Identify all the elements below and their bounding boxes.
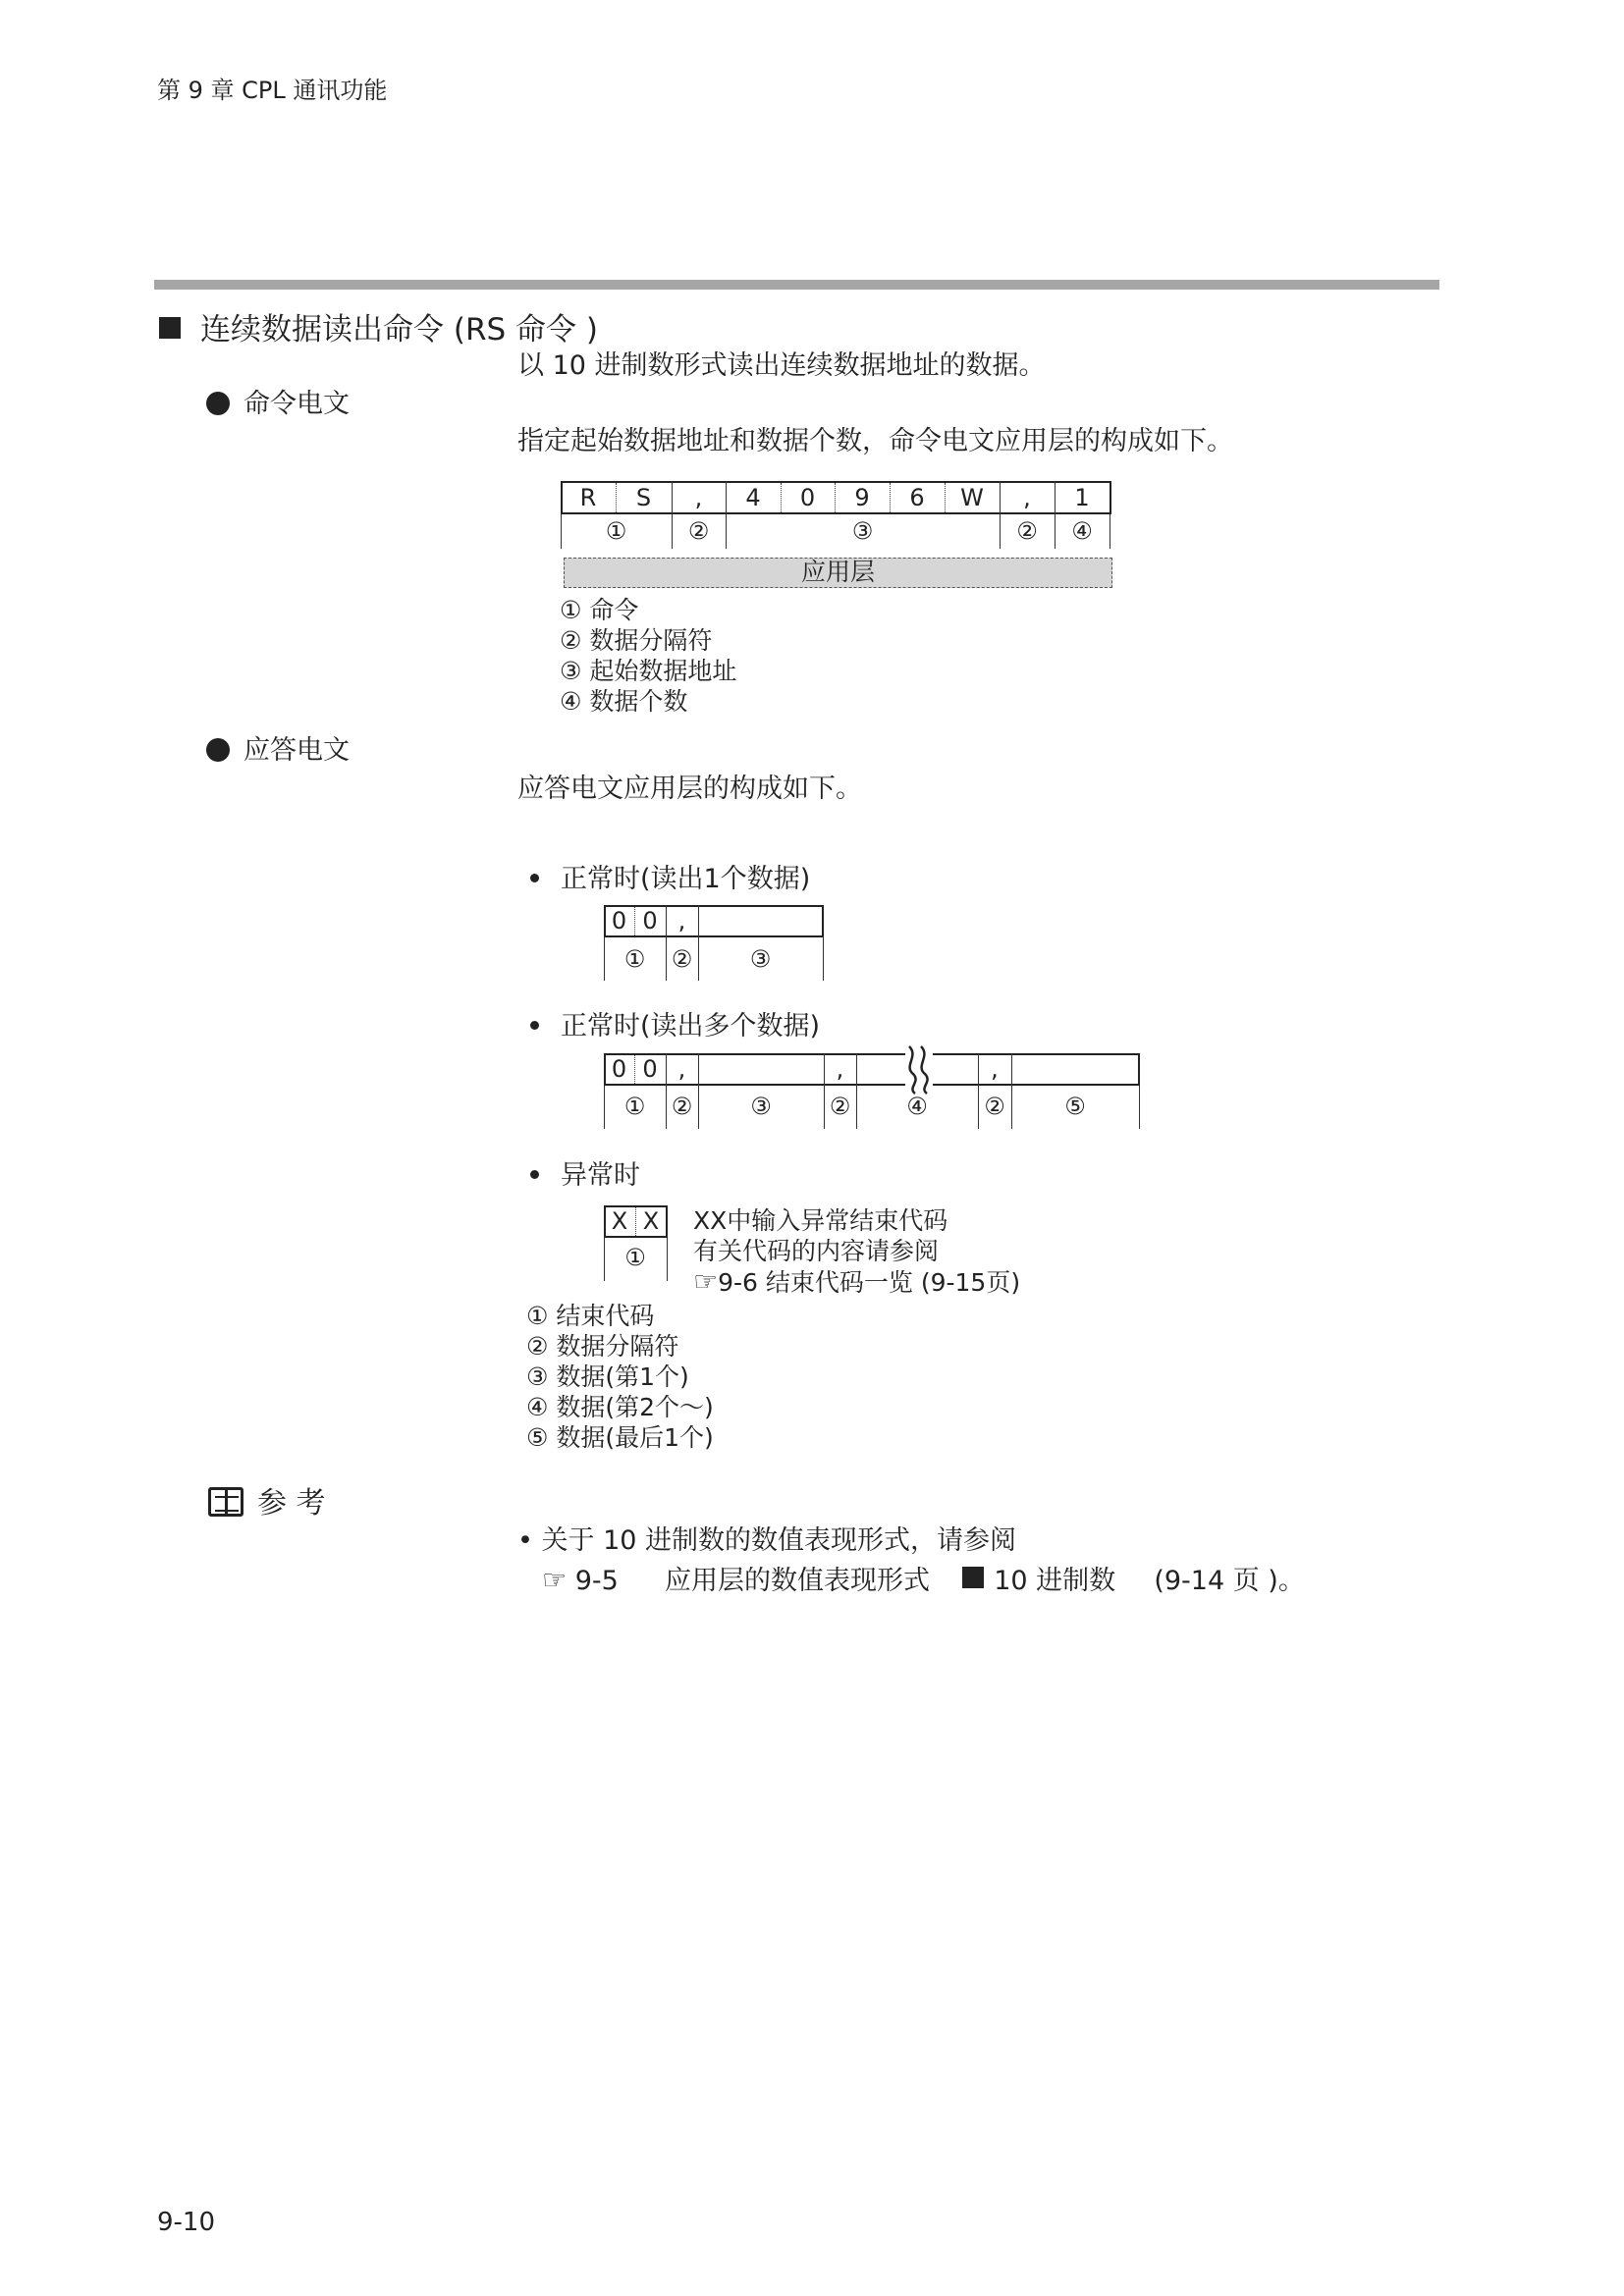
application-layer-bar: 应用层: [564, 558, 1112, 588]
response-marker: ⑤: [1064, 1093, 1086, 1120]
command-marker: ④: [1071, 517, 1093, 545]
error-note-line: XX中输入异常结束代码: [693, 1206, 948, 1235]
error-label-row: [530, 1160, 640, 1192]
book-icon: [208, 1487, 244, 1517]
response-cell: ,: [677, 907, 686, 934]
legend-item: ① 结束代码: [526, 1302, 655, 1330]
section-title: 连续数据读出命令 (RS 命令 ): [200, 312, 598, 347]
circle-bullet-icon: [206, 392, 230, 415]
square-bullet-icon: [159, 317, 181, 339]
command-heading-row: [206, 389, 350, 420]
command-description: 指定起始数据地址和数据个数，命令电文应用层的构成如下。: [517, 426, 1233, 456]
command-cell: ,: [694, 484, 703, 511]
response-marker: ②: [984, 1093, 1005, 1120]
legend-item: ④ 数据(第2个～): [526, 1393, 714, 1421]
legend-item: ③ 数据(第1个): [526, 1362, 689, 1391]
response-cell: 0: [642, 1055, 658, 1083]
reference-heading: 参 考: [257, 1486, 326, 1521]
circle-bullet-icon: [206, 738, 230, 762]
bullet-dot-icon: [530, 874, 539, 882]
reference-bullet: • 关于 10 进制数的数值表现形式，请参阅: [517, 1525, 1017, 1556]
legend-item: ② 数据分隔符: [560, 626, 713, 655]
break-mark-icon: [901, 1044, 937, 1095]
command-legend: [560, 595, 736, 717]
response-marker: ③: [750, 1093, 772, 1120]
command-marker: ①: [605, 517, 627, 545]
response-cell: 0: [611, 1055, 627, 1083]
legend-item: ⑤ 数据(最后1个): [526, 1423, 714, 1452]
command-cell: 0: [799, 484, 816, 511]
response-marker: ②: [829, 1093, 851, 1120]
response-legend: [526, 1301, 714, 1453]
legend-item: ① 命令: [560, 596, 639, 624]
response-description: 应答电文应用层的构成如下。: [517, 774, 862, 804]
legend-item: ② 数据分隔符: [526, 1332, 679, 1361]
section-rule: [154, 280, 1439, 290]
response-heading: 应答电文: [244, 735, 350, 766]
normal-single-label-row: [530, 864, 810, 895]
page-number: 9-10: [157, 2208, 216, 2237]
reference-link-row: [542, 1564, 1305, 1597]
response-heading-row: [206, 735, 350, 767]
reference-link-title[interactable]: 应用层的数值表现形式: [665, 1566, 930, 1596]
bullet-dot-icon: [530, 1021, 539, 1030]
error-label: 异常时: [561, 1160, 640, 1191]
error-ref-link[interactable]: 9-6 结束代码一览 (9-15页): [718, 1268, 1021, 1297]
command-marker: ③: [851, 517, 874, 545]
error-cell: X: [642, 1207, 660, 1235]
reference-link-number[interactable]: 9-5: [574, 1566, 619, 1596]
pointing-hand-icon: ☞: [542, 1564, 568, 1596]
response-marker: ②: [671, 945, 693, 973]
command-heading: 命令电文: [244, 389, 350, 419]
error-note: [693, 1205, 1020, 1298]
bullet-dot-icon: [530, 1170, 539, 1179]
command-cell: 1: [1074, 484, 1090, 511]
response-cell: ,: [991, 1055, 999, 1083]
command-marker: ②: [1016, 517, 1038, 545]
error-ref-row: [693, 1266, 1020, 1298]
response-marker: ②: [671, 1093, 693, 1120]
command-cell: W: [960, 484, 984, 511]
response-marker: ④: [906, 1093, 928, 1120]
error-marker: ①: [624, 1244, 646, 1271]
response-cell: 0: [611, 907, 627, 934]
legend-item: ③ 起始数据地址: [560, 657, 737, 685]
command-cell: S: [635, 484, 652, 511]
normal-multi-label-row: [530, 1011, 820, 1042]
command-cell: ,: [1023, 484, 1031, 511]
response-marker: ①: [623, 1093, 646, 1120]
command-cell: 4: [745, 484, 761, 511]
error-cell: X: [611, 1207, 628, 1235]
section-intro: 以 10 进制数形式读出连续数据地址的数据。: [517, 350, 1046, 381]
response-marker: ①: [623, 945, 646, 973]
normal-multi-label: 正常时(读出多个数据): [561, 1011, 821, 1041]
reference-link-page: (9-14 页 )。: [1154, 1566, 1305, 1596]
response-cell: ,: [677, 1055, 686, 1083]
normal-single-label: 正常时(读出1个数据): [561, 864, 811, 894]
response-marker: ③: [749, 945, 772, 973]
chapter-header: 第 9 章 CPL 通讯功能: [157, 77, 388, 104]
response-cell: 0: [642, 907, 658, 934]
command-cell: 9: [854, 484, 870, 511]
command-cell: 6: [909, 484, 925, 511]
section-title-row: [159, 312, 598, 348]
legend-item: ④ 数据个数: [560, 687, 688, 716]
command-cell: R: [579, 484, 597, 511]
response-cell: ,: [836, 1055, 844, 1083]
reference-link-item[interactable]: 10 进制数: [994, 1566, 1116, 1596]
error-note-line: 有关代码的内容请参阅: [693, 1237, 940, 1265]
pointing-hand-icon: ☞: [693, 1265, 719, 1298]
reference-heading-row: [208, 1486, 326, 1522]
command-marker: ②: [687, 517, 710, 545]
square-bullet-icon: [962, 1567, 984, 1588]
